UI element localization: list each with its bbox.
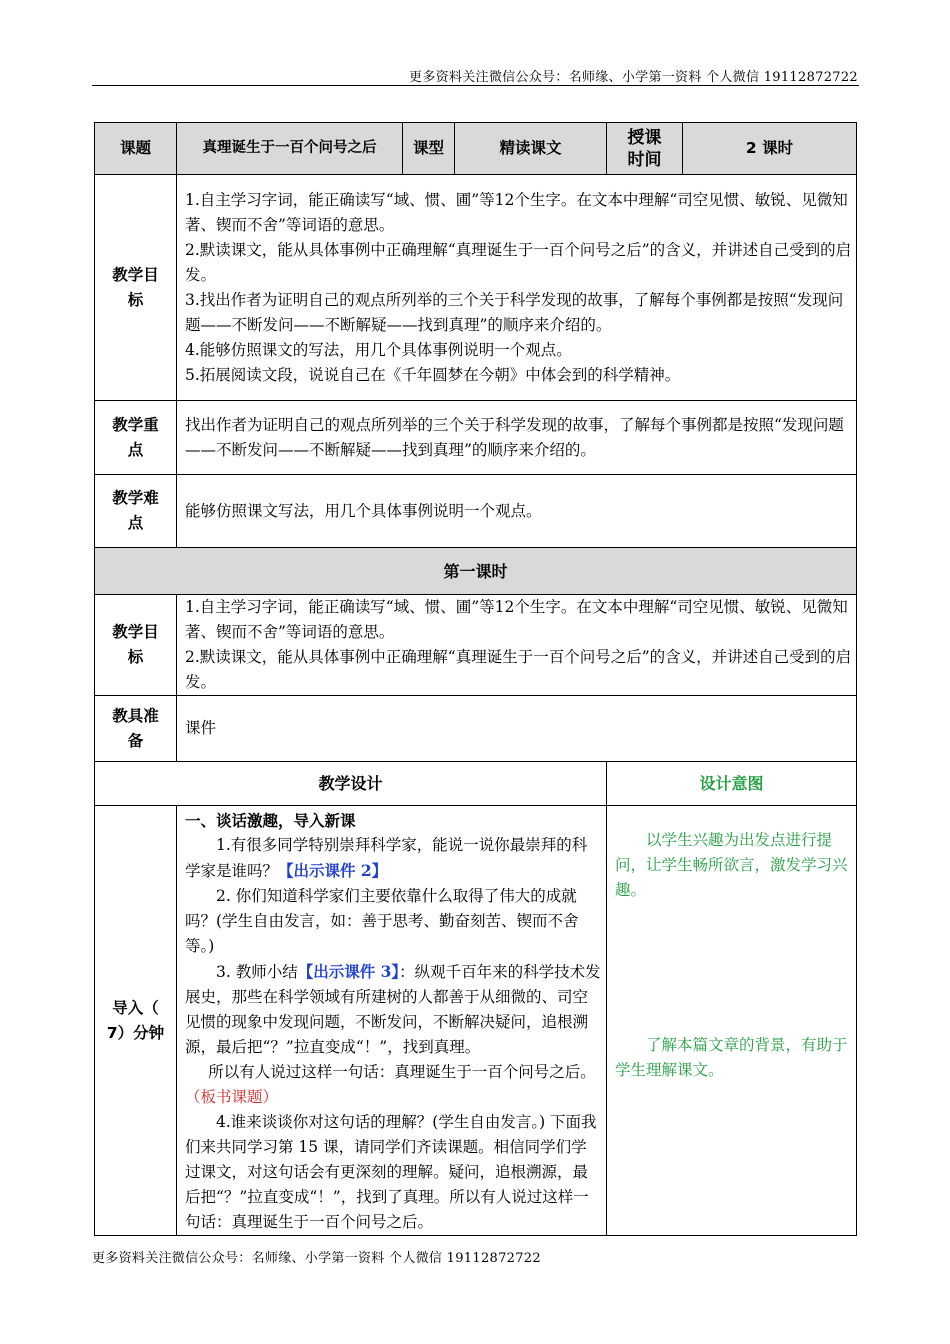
tools-text: 课件 (177, 696, 857, 762)
focus-row (95, 401, 857, 475)
type-value: 精读课文 (455, 123, 607, 175)
board-title-tag: （板书课题） (185, 1088, 279, 1106)
goal-item: 2.默读课文，能从具体事例中正确理解“真理诞生于一百个问号之后”的含义，并讲述自己受到的启发。 (185, 240, 852, 284)
intro-stage-label: 导入（ 7）分钟 (95, 806, 177, 1236)
goals-list (177, 175, 857, 401)
focus-text: 找出作者为证明自己的观点所列举的三个关于科学发现的故事，了解每个事例都是按照“发现问题——不断发问——不断解疑——找到真理”的顺序来介绍的。 (177, 401, 857, 475)
lesson1-title: 第一课时 (95, 548, 857, 595)
goal-item: 1.自主学习字词，能正确读写“域、惯、圃”等12个生字。在文本中理解“司空见惯、敏锐、见微知著、锲而不舍”等词语的意思。 (185, 598, 848, 641)
lesson1-goals-label: 教学目标 (95, 595, 177, 696)
title-row (95, 123, 857, 175)
lesson1-goals-list (177, 595, 857, 696)
topic-value: 真理诞生于一百个问号之后 (177, 123, 403, 175)
courseware-tag: 【出示课件 2】 (278, 861, 388, 880)
tools-row (95, 696, 857, 762)
goal-item: 5.拓展阅读文段，说说自己在《千年圆梦在今朝》中体会到的科学精神。 (185, 365, 681, 384)
goals-row (95, 175, 857, 401)
focus-label: 教学重点 (95, 401, 177, 475)
header-divider (92, 85, 859, 86)
type-label: 课型 (403, 123, 455, 175)
difficulty-row (95, 475, 857, 548)
intro-content (177, 806, 607, 1236)
goal-item: 2.默读课文，能从具体事例中正确理解“真理诞生于一百个问号之后”的含义，并讲述自己受到的启发。 (185, 648, 852, 691)
difficulty-text: 能够仿照课文写法，用几个具体事例说明一个观点。 (177, 475, 857, 548)
hours-label: 授课时间 (607, 123, 683, 175)
goal-item: 4.能够仿照课文的写法，用几个具体事例说明一个观点。 (185, 340, 572, 359)
tools-label: 教具准备 (95, 696, 177, 762)
design-label: 教学设计 (95, 762, 607, 806)
topic-label: 课题 (95, 123, 177, 175)
design-header-row (95, 762, 857, 806)
goals-label: 教学目标 (95, 175, 177, 401)
intent-note: 了解本篇文章的背景，有助于学生理解课文。 (615, 1036, 848, 1079)
goal-item: 3.找出作者为证明自己的观点所列举的三个关于科学发现的故事，了解每个事例都是按照“发现问题——不断发问——不断解疑——找到真理”的顺序来介绍的。 (185, 290, 844, 334)
intro-p2: 2. 你们知道科学家们主要依靠什么取得了伟大的成就吗？(学生自由发言，如：善于思考、勤奋刻苦、锲而不舍等。) (185, 887, 579, 955)
intro-p5: 4.谁来谈谈你对这句话的理解？(学生自由发言。) 下面我们来共同学习第 15 课，请同学们齐读课题。相信同学们学过课文，对这句话会有更深刻的理解。疑问，追根溯源，最后把“？”拉直变成“！”，找到了真理。所以有人说过这样一句话：真理诞生于一百个问号之后。 (185, 1113, 597, 1231)
courseware-tag: 【出示课件 3】 (297, 962, 400, 981)
goal-item: 1.自主学习字词，能正确读写“域、惯、圃”等12个生字。在文本中理解“司空见惯、敏锐、见微知著、锲而不舍”等词语的意思。 (185, 190, 848, 234)
intro-heading: 一、谈话激趣，导入新课 (185, 811, 356, 830)
intro-p3a: 3. 教师小结 (216, 963, 298, 981)
hours-value: 2 课时 (683, 123, 857, 175)
intent-label: 设计意图 (607, 762, 857, 806)
intro-p3b: ：纵观千百年来的科学技术发展史，那些在科学领域有所建树的人都善于从细微的、司空见惯的现象中发现问题，不断发问，不断解决疑问，追根溯源，最后把“？”拉直变成“！”，找到真理。 (185, 963, 601, 1056)
footer-note: 更多资料关注微信公众号：名师缘、小学第一资料 个人微信 19112872722 (92, 1251, 541, 1266)
intro-p1: 1.有很多同学特别崇拜科学家，能说一说你最崇拜的科学家是谁吗？ (185, 836, 588, 880)
lesson1-title-row (95, 548, 857, 595)
intro-row (95, 806, 857, 1236)
header-note: 更多资料关注微信公众号：名师缘、小学第一资料 个人微信 19112872722 (409, 70, 858, 85)
intro-p4: 所以有人说过这样一句话：真理诞生于一百个问号之后。 (208, 1063, 596, 1081)
intent-content (607, 806, 857, 1236)
lesson-plan-table (94, 122, 857, 1236)
intent-note: 以学生兴趣为出发点进行提问，让学生畅所欲言，激发学习兴趣。 (615, 831, 848, 899)
lesson1-goals-row (95, 595, 857, 696)
difficulty-label: 教学难点 (95, 475, 177, 548)
